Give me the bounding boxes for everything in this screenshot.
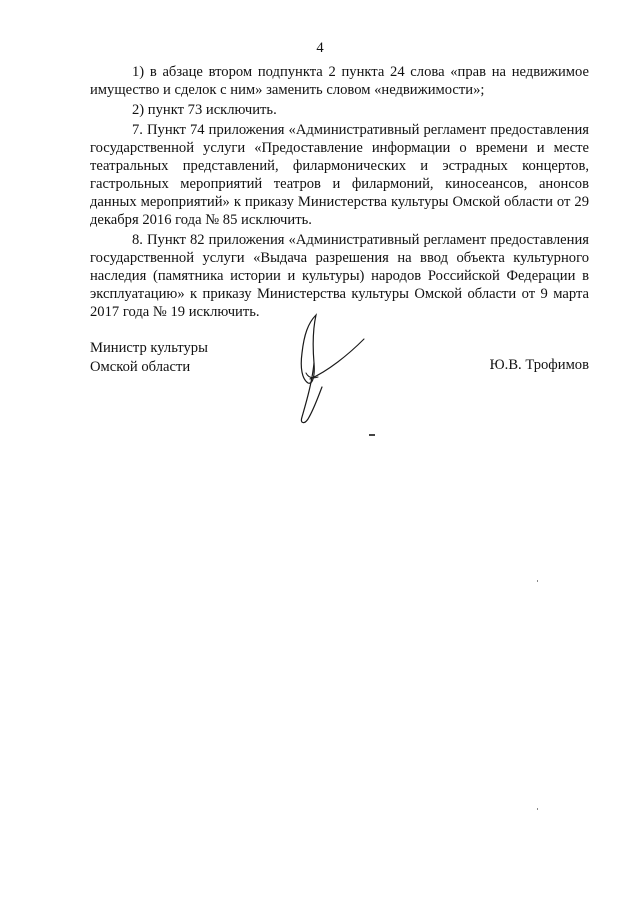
paragraph-item-7: 7. Пункт 74 приложения «Административный регламент предоставления государственной услуги «Предоставление информации о времени и месте театральных представлений, филармонических и эстрадных концертов, гастрольных мероприятий театров и филармоний, киносеансов, анонсов данных мероприятий» к приказу Министерства культуры Омской области от 29 декабря 2016 года № 85 исключить. bbox=[90, 122, 589, 228]
paragraph-item-8: 8. Пункт 82 приложения «Административный регламент предоставления государственной услуги «Выдача разрешения на ввод объекта культурного наследия (памятника истории и культуры) народов Российской Федерации в эксплуатацию» к приказу Министерства культуры Омской области от 9 марта 2017 года № 19 исключить. bbox=[90, 232, 589, 320]
paragraph-amendment-1: 1) в абзаце втором подпункта 2 пункта 24 слова «прав на недвижимое имущество и сделок с ним» заменить словом «недвижимости»; bbox=[90, 64, 589, 98]
scan-mark bbox=[369, 434, 375, 436]
handwritten-signature bbox=[288, 313, 378, 428]
paragraph-amendment-2: 2) пункт 73 исключить. bbox=[132, 102, 277, 118]
scan-speck bbox=[537, 808, 538, 810]
signature-block bbox=[90, 339, 589, 439]
page-number: 4 bbox=[316, 40, 324, 56]
signatory-name: Ю.В. Трофимов bbox=[489, 357, 589, 373]
signatory-title-line-1: Министр культуры bbox=[90, 340, 208, 356]
signatory-title-line-2: Омской области bbox=[90, 359, 191, 375]
document-body bbox=[90, 63, 589, 327]
scan-speck bbox=[537, 580, 538, 582]
